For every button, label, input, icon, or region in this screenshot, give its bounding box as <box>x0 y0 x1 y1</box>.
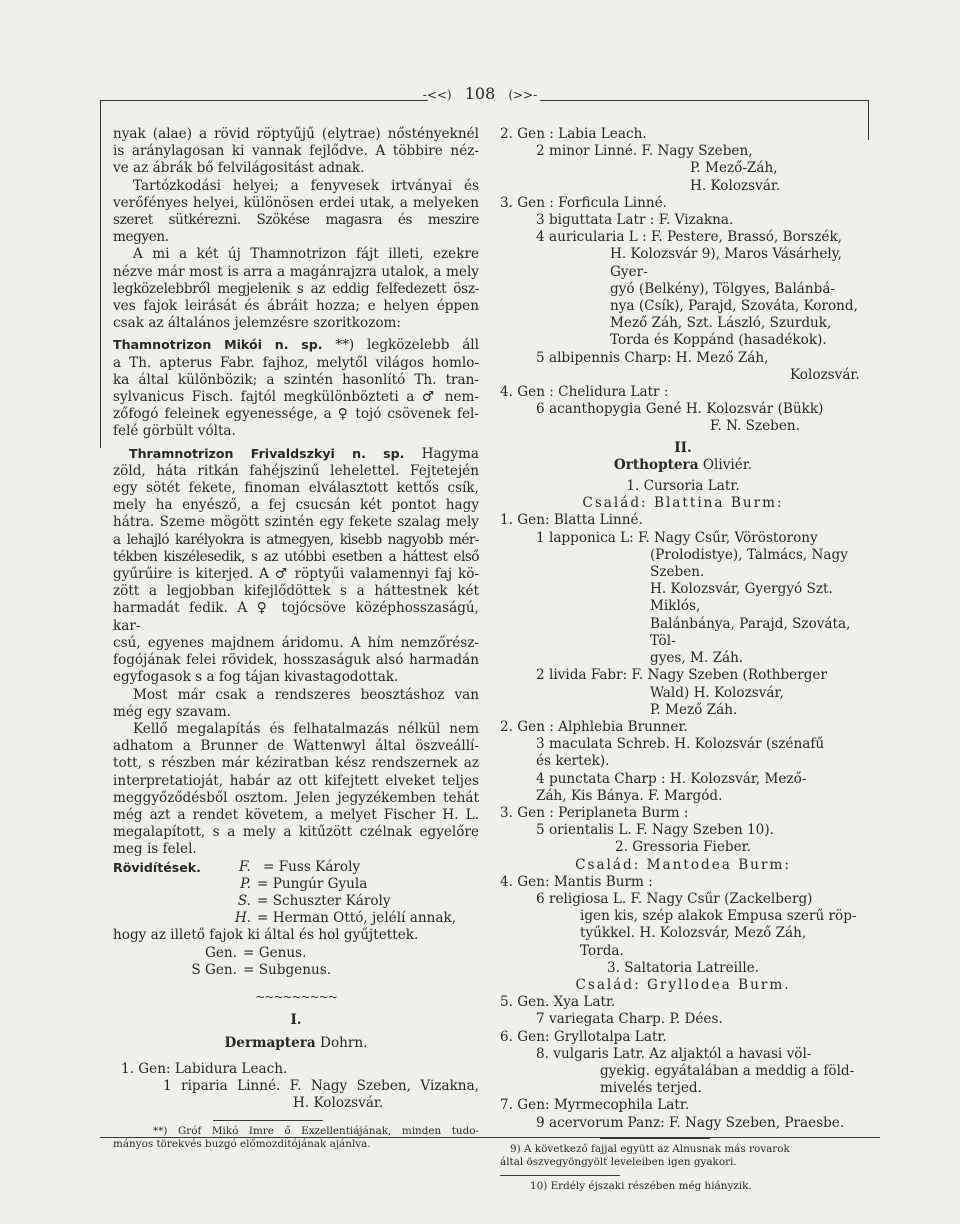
text-line: adhatom a Brunner de Wattenwyl által öszveállí- <box>113 738 479 755</box>
text-line: meg is felel. <box>113 841 197 858</box>
text-line: megalapított, s a mely a kitűzött czélnak egyelőre <box>113 824 479 841</box>
text-line: felé görbült vólta. <box>113 423 236 440</box>
header-ornament-right: (>>- <box>508 88 538 102</box>
genus-line <box>113 1061 479 1078</box>
section-number: I. <box>290 1012 302 1029</box>
abbreviation-value: = Fuss Károly <box>263 858 361 875</box>
text-line: is aránylagosan ki vannak fejlődve. A többire néz- <box>113 143 479 160</box>
subsection-line: 3. Saltatoria Latreille. <box>606 959 760 976</box>
genus-line: 2. Gen : Alphlebia Brunner. <box>500 718 688 735</box>
section-author: Dohrn. <box>320 1035 368 1052</box>
species-name: Thamnotrizon Mikói n. sp. <box>113 337 323 353</box>
genus-line: 2. Gen : Labia Leach. <box>500 126 647 142</box>
genus-line: 3. Gen : Forficula Linné. <box>500 194 668 211</box>
abbreviation-key: P. <box>240 875 251 892</box>
species-line: 6 acanthopygia Gené H. Kolozsvár (Bükk) <box>536 401 824 418</box>
species-line: H. Kolozsvár 9), Maros Vásárhely, Gyer- <box>610 246 842 280</box>
species-text: Hagyma <box>421 445 480 462</box>
text-line: hogy az illető fajok ki által és hol gyűjtettek. <box>113 927 419 944</box>
abbreviation-value: = Pungúr Gyula <box>257 875 368 892</box>
left-border-line <box>100 100 101 448</box>
species-line: F. N. Szeben. <box>710 418 800 435</box>
text-line: a lehajló karélyokra is atmegyen, kisebb nagyobb mér- <box>113 531 479 548</box>
species-line: 1 riparia Linné. F. Nagy Szeben, Vizakna, <box>163 1077 479 1094</box>
text-line: tékben kiszélesedik, s az utóbbi esetben a háttest első <box>113 548 479 565</box>
family-line: Család: Blattina Burm: <box>582 495 784 512</box>
abbreviation-row <box>113 893 479 910</box>
text-line: harmadát fedik. A ♀ tojócsöve középhosszaságú, kar- <box>113 600 479 634</box>
species-line: Záh, Kis Bánya. F. Margód. <box>536 787 723 804</box>
footnote-rule <box>600 1138 710 1139</box>
species-line: (Prolodistye), Talmács, Nagy Szeben. <box>650 546 848 581</box>
abbreviations-heading: Rövidítések. <box>113 859 201 875</box>
section-title: Dermaptera <box>224 1035 316 1052</box>
text-line: még egy szavam. <box>113 703 231 720</box>
species-line: 8. vulgaris Latr. Az aljaktól a havasi völ- <box>536 1045 812 1062</box>
species-paragraph-1 <box>113 336 479 354</box>
genus-line: 4. Gen: Mantis Burm : <box>500 873 653 890</box>
genus-line: 5. Gen. Xya Latr. <box>500 994 616 1011</box>
species-line: 2 minor Linné. F. Nagy Szeben, <box>536 143 753 160</box>
species-line: 5 albipennis Charp: H. Mező Záh, <box>536 349 769 366</box>
right-column <box>500 126 866 1193</box>
abbreviation-row <box>113 859 479 876</box>
species-paragraph-2 <box>113 445 479 463</box>
species-line: Balánbánya, Parajd, Szováta, Töl- <box>650 615 851 649</box>
species-line: Wald) H. Kolozsvár, <box>650 684 784 701</box>
text-line: nézve már most is arra a magánrajzra utalok, a mely <box>113 263 479 280</box>
footnote: 9) A következő fajjal együtt az Alnusnak más rovarok <box>510 1142 790 1155</box>
footnote-rule <box>500 1175 620 1176</box>
genus-line: 3. Gen : Periplaneta Burm : <box>500 804 689 821</box>
species-line: 3 maculata Schreb. H. Kolozsvár (szénafű <box>536 736 825 753</box>
species-line: gyó (Belkény), Tölgyes, Balánbá- <box>610 280 836 297</box>
subsection-line: 2. Gressoria Fieber. <box>615 839 751 856</box>
text-line: nyak (alae) a rövid röptyűjű (elytrae) nőstényeknél <box>113 126 479 142</box>
text-line: csak az általános jelemzésre szoritkozom: <box>113 315 402 332</box>
section-number: II. <box>674 439 692 456</box>
genus-line: 4. Gen : Chelidura Latr : <box>500 384 669 401</box>
text-line: zött a legjobban kifejlődöttek s a háttestnek két <box>113 583 479 600</box>
species-line: P. Mező-Záh, <box>690 160 778 177</box>
abbreviation-key: H. <box>234 910 251 927</box>
species-line: 5 orientalis L. F. Nagy Szeben 10). <box>536 822 774 839</box>
footnote: által öszvegyöngyölt leveleiben igen gyakori. <box>500 1155 737 1168</box>
text-line: csú, egyenes majdnem áridomu. A hím nemzőrész- <box>113 634 479 651</box>
right-border-line <box>868 100 869 140</box>
text-line: fogójának felei rövidek, hosszaságuk alsó harmadán <box>113 652 479 669</box>
abbreviation-key: S. <box>237 892 251 909</box>
genus-line: 1. Gen: Blatta Linné. <box>500 512 643 529</box>
page-number: 108 <box>464 84 496 103</box>
abbreviation-row <box>113 876 479 893</box>
species-line: tyűkkel. H. Kolozsvár, Mező Záh, <box>580 925 807 942</box>
section-author: Oliviér. <box>702 456 753 473</box>
species-line: 6 religiosa L. F. Nagy Csűr (Zackelberg) <box>536 890 813 907</box>
text-line: mely ha enyésző, a fej csucsán két pontot hagy <box>113 497 479 514</box>
genus-text: 1. Gen: Labidura Leach. <box>121 1060 288 1077</box>
text-line: egy sötét fekete, finoman elválasztott kettős csík, <box>113 480 479 497</box>
abbreviation-key: S Gen. <box>191 961 237 978</box>
text-line: még azt a rendet követem, a melyet Fischer H. L. <box>113 806 479 823</box>
section-heading <box>113 1035 479 1052</box>
footnote: **) Gróf Mikó Imre ő Exzellentiájának, minden tudo- <box>153 1125 479 1138</box>
abbreviation-value: = Subgenus. <box>243 961 332 978</box>
text-line: verőfényes helyei, különösen erdei utak, a melyeken <box>113 194 479 211</box>
text-line: zöld, háta ritkán fahéjszinű lehelettel. Fejtetején <box>113 462 479 479</box>
species-line: 7 variegata Charp. P. Dées. <box>536 1011 723 1028</box>
species-line: 4 auricularia L : F. Pestere, Brassó, Borszék, <box>536 229 843 246</box>
abbreviation-value: = Schuszter Károly <box>257 892 391 909</box>
text-line: ka által különbözik; a szintén hasonlító Th. tran- <box>113 371 479 388</box>
text-line: gyűrűire is kiterjed. A ♂ röptyűi valamennyi faj kö- <box>113 566 479 583</box>
text-line: zőfogó feleinek egyenessége, a ♀ tojó csövenek fel- <box>113 406 479 423</box>
species-name: Thramnotrizon Frivaldszkyi n. sp. <box>129 445 405 461</box>
text-line: interpretatioját, habár az ott kifejtett elveket teljes <box>113 772 479 789</box>
text-line: ves fajok leirását és ábráit hozza; e helyen éppen <box>113 298 479 315</box>
species-line: gyes, M. Záh. <box>650 650 744 667</box>
species-line: 9 acervorum Panz: F. Nagy Szeben, Praesbe. <box>536 1114 845 1131</box>
species-line: H. Kolozsvár, Gyergyó Szt. Miklós, <box>650 581 833 615</box>
abbreviation-key: F. <box>239 858 251 875</box>
section-title: Orthoptera <box>613 456 699 473</box>
header-ornament-left: -<<) <box>422 88 452 102</box>
abbreviation-row <box>113 945 479 962</box>
genus-line: 7. Gen: Myrmecophila Latr. <box>500 1097 690 1114</box>
species-line: mivelés terjed. <box>600 1080 702 1097</box>
subsection-line: 1. Cursoria Latr. <box>626 478 740 495</box>
species-line: 1 lapponica L: F. Nagy Csűr, Vöröstorony <box>536 529 818 546</box>
family-line: Család: Gryllodea Burm. <box>575 976 791 993</box>
text-line: szeret sütkérezni. Szökése magasra és meszire megyen. <box>113 212 479 246</box>
footnote: 10) Erdély éjszaki részében még hiányzik. <box>530 1179 752 1192</box>
species-line: Kolozsvár. <box>790 366 860 383</box>
text-line: Most már csak a rendszeres beosztáshoz van <box>133 686 479 703</box>
species-text: **) legközelebb áll <box>335 337 479 354</box>
abbreviation-key: Gen. <box>205 944 237 961</box>
text-line: hátra. Szeme mögött szintén egy fekete szalag mely <box>113 514 479 531</box>
species-line: 4 punctata Charp : H. Kolozsvár, Mező- <box>536 770 807 787</box>
abbreviation-row <box>113 962 479 979</box>
text-line: sylvanicus Fisch. fajtól megkülönbözteti a ♂ nem- <box>113 389 479 406</box>
species-line: 2 livida Fabr: F. Nagy Szeben (Rothberger <box>536 667 827 684</box>
abbreviation-value: = Genus. <box>243 944 307 961</box>
species-line: Torda. <box>580 942 624 959</box>
abbreviation-value: = Herman Ottó, jelélí annak, <box>257 910 457 927</box>
species-line: gyekig. egyátalában a meddig a föld- <box>600 1062 855 1079</box>
abbreviation-row <box>113 910 479 927</box>
text-line: ve az ábrák bő felvilágositást adnak. <box>113 160 365 177</box>
species-line: P. Mező Záh. <box>650 701 738 718</box>
text-line: legközelebbről megjelenik s az eddig felfedezett ösz- <box>113 280 479 297</box>
text-line: meggyőződésből osztom. Jelen jegyzékemben tehát <box>113 789 479 806</box>
left-column <box>113 126 479 1151</box>
text-line: tott, s részben már kéziratban kész rendszernek az <box>113 755 479 772</box>
genus-line: 6. Gen: Gryllotalpa Latr. <box>500 1028 667 1045</box>
species-line: Torda és Koppánd (hasadékok). <box>610 332 827 349</box>
species-line: Mező Záh, Szt. László, Szurduk, <box>610 315 832 332</box>
section-heading <box>500 457 866 474</box>
text-line: Tartózkodási helyei; a fenyvesek irtványai és <box>133 177 479 194</box>
text-line: Kellő megalapítás és felhatalmazás nélkül nem <box>133 720 479 737</box>
species-line: H. Kolozsvár. <box>293 1094 384 1111</box>
text-line: A mi a két új Thamnotrizon fájt illeti, ezekre <box>133 246 479 263</box>
species-line: nya (Csík), Parajd, Szováta, Korond, <box>610 298 858 315</box>
page-number-line <box>0 84 960 103</box>
text-line: a Th. apterus Fabr. fajhoz, melytől világos homlo- <box>113 354 479 371</box>
species-line: H. Kolozsvár. <box>690 177 781 194</box>
species-line: 3 biguttata Latr : F. Vizakna. <box>536 212 734 229</box>
species-line: igen kis, szép alakok Empusa szerű röp- <box>580 908 857 925</box>
species-line: és kertek). <box>536 753 610 770</box>
wavy-separator: ~~~~~~~~~ <box>255 989 337 1004</box>
family-line: Család: Mantodea Burm: <box>575 856 791 873</box>
footnote-rule <box>213 1120 323 1121</box>
footnote: mányos törekvés buzgó előmozditójának ajánlva. <box>113 1138 371 1151</box>
text-line: egyfogasok s a fog tájan kivastagodottak. <box>113 669 399 686</box>
